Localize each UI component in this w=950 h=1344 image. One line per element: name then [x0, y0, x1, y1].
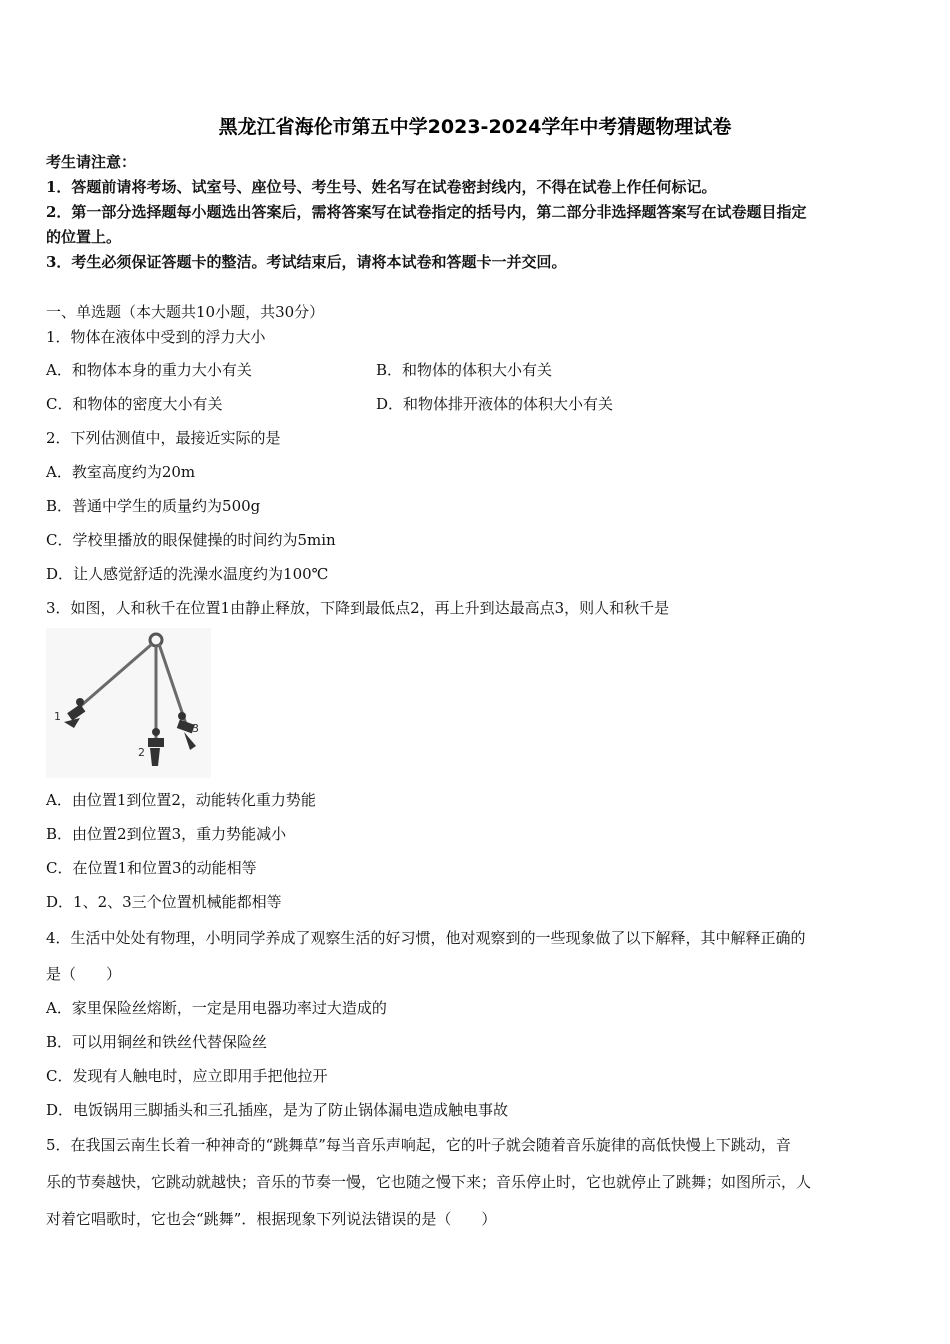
option-b: B．普通中学生的质量约为500g: [46, 497, 261, 515]
figure-background: [46, 628, 211, 778]
question-stem: 3．如图，人和秋千在位置1由静止释放，下降到最低点2，再上升到达最高点3，则人和秋千是: [46, 599, 670, 617]
notice-item: 的位置上。: [46, 228, 122, 246]
figure-label-1: 1: [54, 710, 61, 723]
question-stem: 1．物体在液体中受到的浮力大小: [46, 328, 266, 346]
question-stem-line: 乐的节奏越快，它跳动就越快；音乐的节奏一慢，它也随之慢下来；音乐停止时，它也就停止了跳舞；如图所示，人: [46, 1173, 812, 1191]
option-a: A．教室高度约为20m: [46, 463, 196, 481]
option-a: A．家里保险丝熔断，一定是用电器功率过大造成的: [46, 999, 387, 1017]
option-a: A．和物体本身的重力大小有关: [46, 361, 252, 379]
option-d: D．和物体排开液体的体积大小有关: [376, 395, 614, 413]
option-c: C．和物体的密度大小有关: [46, 395, 223, 413]
option-b: B．由位置2到位置3，重力势能减小: [46, 825, 287, 843]
option-b: B．和物体的体积大小有关: [376, 361, 553, 379]
notice-heading: 考生请注意：: [46, 153, 137, 171]
option-a: A．由位置1到位置2，动能转化重力势能: [46, 791, 316, 809]
notice-item: 1．答题前请将考场、试室号、座位号、考生号、姓名写在试卷密封线内，不得在试卷上作任何标记。: [46, 178, 717, 196]
notice-item: 3．考生必须保证答题卡的整洁。考试结束后，请将本试卷和答题卡一并交回。: [46, 253, 567, 271]
question-stem: 2．下列估测值中，最接近实际的是: [46, 429, 281, 447]
option-d: D．1、2、3三个位置机械能都相等: [46, 893, 282, 911]
question-stem-line: 4．生活中处处有物理，小明同学养成了观察生活的好习惯，他对观察到的一些现象做了以下解释，其中解释正确的: [46, 929, 806, 947]
question-stem-line: 是（ ）: [46, 965, 122, 983]
question-stem-line: 对着它唱歌时，它也会“跳舞”．根据现象下列说法错误的是（ ）: [46, 1210, 497, 1228]
option-c: C．在位置1和位置3的动能相等: [46, 859, 257, 877]
figure-label-3: 3: [192, 722, 199, 735]
option-d: D．让人感觉舒适的洗澡水温度约为100℃: [46, 565, 329, 583]
option-c: C．学校里播放的眼保健操的时间约为5min: [46, 531, 336, 549]
notice-item: 2．第一部分选择题每小题选出答案后，需将答案写在试卷指定的括号内，第二部分非选择题答案写在试卷题目指定: [46, 203, 807, 221]
swing-figure: [46, 628, 211, 778]
exam-title: 黑龙江省海伦市第五中学2023-2024学年中考猜题物理试卷: [218, 116, 732, 138]
option-d: D．电饭锅用三脚插头和三孔插座，是为了防止锅体漏电造成触电事故: [46, 1101, 509, 1119]
option-c: C．发现有人触电时，应立即用手把他拉开: [46, 1067, 328, 1085]
figure-label-2: 2: [138, 746, 145, 759]
question-stem-line: 5．在我国云南生长着一种神奇的“跳舞草”每当音乐声响起，它的叶子就会随着音乐旋律的高低快慢上下跳动，音: [46, 1136, 791, 1154]
section-heading: 一、单选题（本大题共10小题，共30分）: [46, 303, 325, 321]
option-b: B．可以用铜丝和铁丝代替保险丝: [46, 1033, 268, 1051]
